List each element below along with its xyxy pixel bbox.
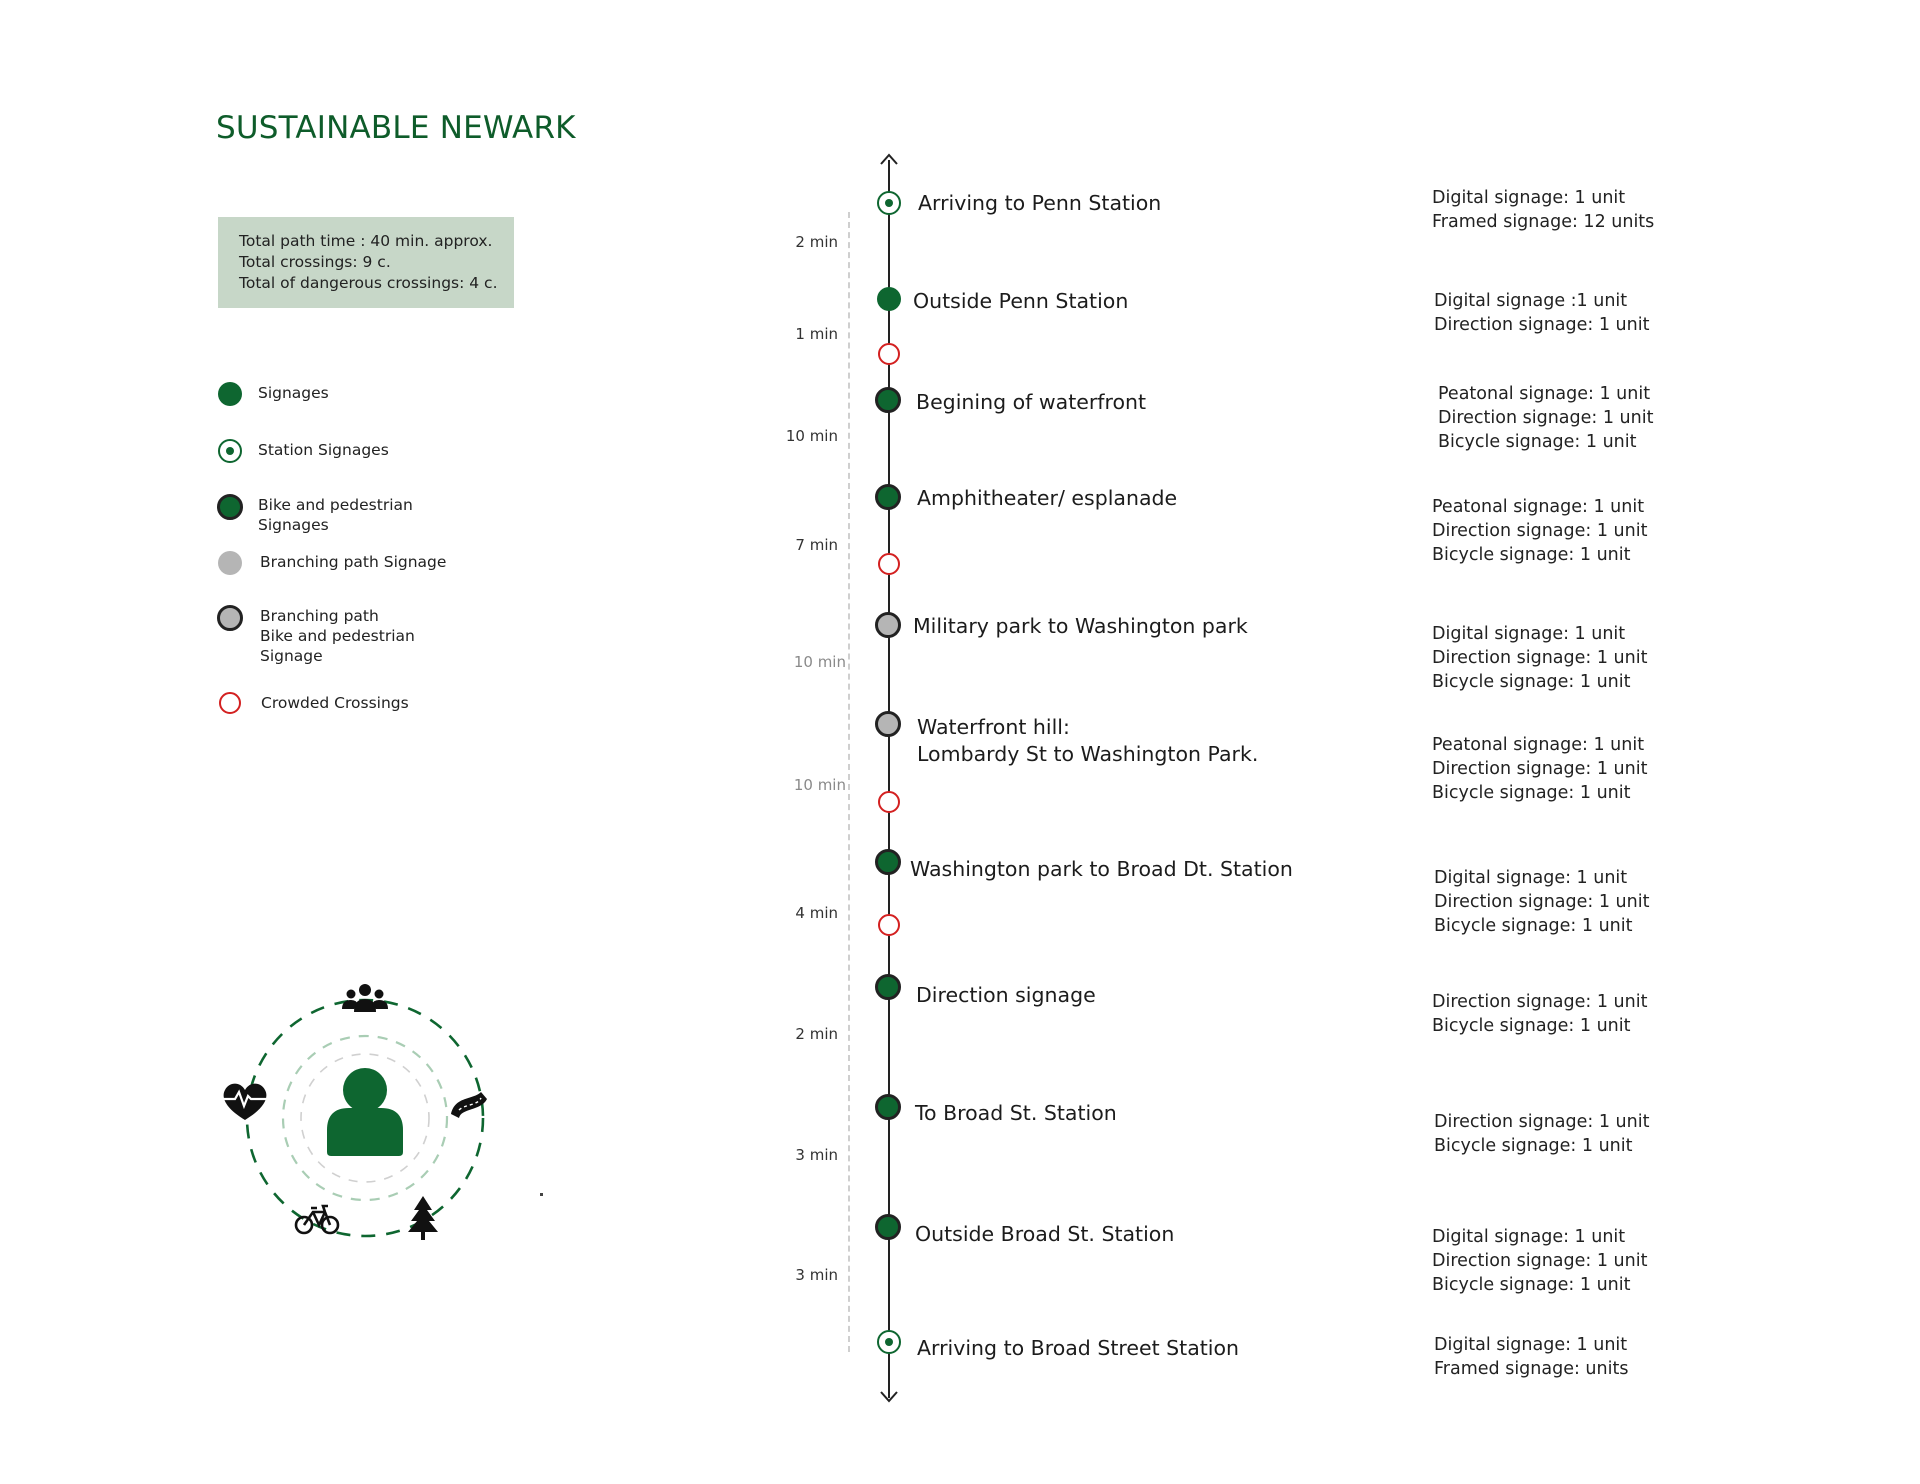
stop-label (917, 485, 1177, 512)
signage-list (1434, 1110, 1649, 1158)
stray-mark (540, 1193, 543, 1196)
signage-item: Digital signage :1 unit (1434, 291, 1628, 311)
stop-label (915, 1221, 1174, 1248)
legend-label: Branching path (260, 607, 379, 625)
bike-pedestrian-marker-icon (875, 1214, 901, 1240)
crossing-marker-icon (878, 553, 900, 575)
summary-total-time: Total path time : 40 min. approx. (239, 232, 493, 250)
station-marker-icon (877, 191, 901, 215)
signage-item: Direction signage: 1 unit (1434, 892, 1650, 912)
legend-label: Branching path Signage (260, 553, 447, 571)
signage-item: Direction signage: 1 unit (1438, 408, 1654, 428)
page-title: SUSTAINABLE NEWARK (216, 110, 576, 146)
signage-item: Direction signage: 1 unit (1434, 1112, 1650, 1132)
bicycle-icon (296, 1206, 338, 1233)
signage-item: Bicycle signage: 1 unit (1432, 1016, 1631, 1036)
signage-item: Bicycle signage: 1 unit (1434, 916, 1633, 936)
arrow-up-icon (879, 152, 899, 168)
segment-time-label: 7 min (795, 536, 838, 554)
signage-item: Direction signage: 1 unit (1432, 1251, 1648, 1271)
legend-label: Signages (258, 384, 329, 402)
stop-label (916, 982, 1096, 1009)
stop-label (913, 613, 1248, 640)
legend-label: Crowded Crossings (261, 694, 409, 712)
signage-item: Direction signage: 1 unit (1432, 992, 1648, 1012)
signage-list (1432, 733, 1647, 805)
stop-label (910, 856, 1293, 883)
stop-label-line: Waterfront hill: (917, 715, 1070, 739)
signage-list (1432, 622, 1647, 694)
signage-marker-icon (877, 287, 901, 311)
station-marker-icon (218, 439, 242, 463)
signage-list (1434, 289, 1649, 337)
crossing-marker-icon (219, 692, 241, 714)
signage-list (1432, 495, 1647, 567)
branch-bike-marker-icon (875, 711, 901, 737)
branch-bike-marker-icon (875, 612, 901, 638)
signage-list (1432, 990, 1647, 1038)
stop-label-line: Begining of waterfront (916, 390, 1147, 414)
bike-pedestrian-marker-icon (875, 849, 901, 875)
segment-time-label: 2 min (795, 233, 838, 251)
stop-label (916, 389, 1146, 416)
bike-pedestrian-marker-icon (875, 1094, 901, 1120)
signage-list (1438, 382, 1653, 454)
stop-label (917, 714, 1258, 768)
signage-item: Bicycle signage: 1 unit (1432, 672, 1631, 692)
time-guide-line (848, 212, 850, 1352)
people-group-icon (342, 984, 388, 1012)
bike-pedestrian-marker-icon (217, 494, 243, 520)
stop-label-line: Arriving to Penn Station (918, 191, 1162, 215)
stop-label (918, 190, 1161, 217)
station-marker-icon (877, 1330, 901, 1354)
signage-item: Digital signage: 1 unit (1434, 868, 1628, 888)
legend-label: Station Signages (258, 441, 389, 459)
signage-item: Peatonal signage: 1 unit (1432, 497, 1645, 517)
legend-label: Bike and pedestrian (258, 496, 413, 514)
signage-item: Direction signage: 1 unit (1432, 648, 1648, 668)
signage-item: Bicycle signage: 1 unit (1434, 1136, 1633, 1156)
stop-label-line: Direction signage (916, 983, 1096, 1007)
stop-label-line: Lombardy St to Washington Park. (917, 742, 1259, 766)
signage-list (1432, 1225, 1647, 1297)
signage-list (1434, 1333, 1628, 1381)
signage-item: Direction signage: 1 unit (1434, 315, 1650, 335)
tree-icon (408, 1196, 438, 1240)
stop-label-line: Washington park to Broad Dt. Station (910, 857, 1293, 881)
signage-list (1432, 186, 1654, 234)
segment-time-label: 3 min (795, 1266, 838, 1284)
signage-item: Bicycle signage: 1 unit (1432, 783, 1631, 803)
signage-item: Digital signage: 1 unit (1432, 188, 1626, 208)
stop-label-line: Amphitheater/ esplanade (917, 486, 1178, 510)
stop-label (915, 1100, 1117, 1127)
person-icon (327, 1068, 403, 1156)
signage-item: Direction signage: 1 unit (1432, 521, 1648, 541)
arrow-down-icon (879, 1388, 899, 1404)
signage-item: Peatonal signage: 1 unit (1438, 384, 1651, 404)
segment-time-label: 10 min (793, 776, 846, 794)
crossing-marker-icon (878, 914, 900, 936)
stop-label (913, 288, 1128, 315)
signage-item: Digital signage: 1 unit (1434, 1335, 1628, 1355)
segment-time-label: 4 min (795, 904, 838, 922)
signage-item: Framed signage: 12 units (1432, 212, 1655, 232)
segment-time-label: 1 min (795, 325, 838, 343)
stop-label-line: Outside Penn Station (913, 289, 1129, 313)
summary-crossings: Total crossings: 9 c. (239, 253, 391, 271)
segment-time-label: 10 min (793, 653, 846, 671)
summary-box (218, 217, 514, 308)
legend-label: Signage (260, 647, 323, 665)
segment-time-label: 2 min (795, 1025, 838, 1043)
summary-dangerous: Total of dangerous crossings: 4 c. (239, 274, 498, 292)
signage-item: Framed signage: units (1434, 1359, 1629, 1379)
branch-bike-marker-icon (217, 605, 243, 631)
signage-item: Digital signage: 1 unit (1432, 624, 1626, 644)
signage-marker-icon (218, 382, 242, 406)
stop-label-line: To Broad St. Station (915, 1101, 1117, 1125)
stop-label-line: Outside Broad St. Station (915, 1222, 1175, 1246)
branch-marker-icon (218, 551, 242, 575)
sustainability-diagram (215, 978, 505, 1258)
signage-item: Bicycle signage: 1 unit (1432, 1275, 1631, 1295)
legend-label: Bike and pedestrian (260, 627, 415, 645)
bike-pedestrian-marker-icon (875, 387, 901, 413)
signage-item: Bicycle signage: 1 unit (1438, 432, 1637, 452)
signage-item: Direction signage: 1 unit (1432, 759, 1648, 779)
bike-pedestrian-marker-icon (875, 484, 901, 510)
signage-list (1434, 866, 1649, 938)
crossing-marker-icon (878, 343, 900, 365)
crossing-marker-icon (878, 791, 900, 813)
legend-label: Signages (258, 516, 329, 534)
stop-label-line: Military park to Washington park (913, 614, 1248, 638)
stop-label-line: Arriving to Broad Street Station (917, 1336, 1240, 1360)
signage-item: Peatonal signage: 1 unit (1432, 735, 1645, 755)
signage-item: Bicycle signage: 1 unit (1432, 545, 1631, 565)
segment-time-label: 10 min (785, 427, 838, 445)
segment-time-label: 3 min (795, 1146, 838, 1164)
signage-item: Digital signage: 1 unit (1432, 1227, 1626, 1247)
heart-pulse-icon (223, 1084, 267, 1120)
stop-label (917, 1335, 1239, 1362)
bike-pedestrian-marker-icon (875, 974, 901, 1000)
